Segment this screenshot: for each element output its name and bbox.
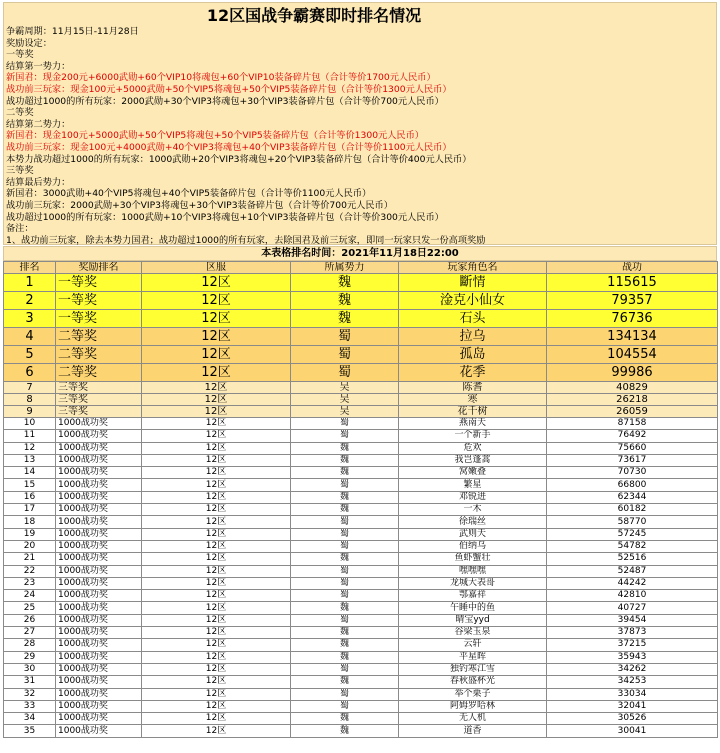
rules-line: 结算第一势力： (6, 60, 71, 72)
cell-rank[interactable]: 18 (4, 516, 56, 528)
table-row[interactable] (4, 346, 718, 364)
cell-award[interactable]: 1000战功奖 (56, 688, 142, 700)
cell-player-name[interactable]: 无人机 (399, 713, 547, 725)
cell-player-name[interactable]: 繁星 (399, 479, 547, 491)
cell-merit[interactable]: 30526 (547, 713, 718, 725)
cell-award[interactable]: 1000战功奖 (56, 491, 142, 503)
cell-rank[interactable]: 16 (4, 491, 56, 503)
table-row[interactable] (4, 725, 718, 737)
cell-merit[interactable]: 73617 (547, 454, 718, 466)
cell-award[interactable]: 一等奖 (56, 310, 142, 328)
cell-award[interactable]: 1000战功奖 (56, 565, 142, 577)
rules-line: 三等奖 (6, 165, 34, 177)
cell-rank[interactable]: 26 (4, 614, 56, 626)
cell-faction[interactable]: 魏 (291, 553, 399, 565)
cell-player-name[interactable]: 武则天 (399, 528, 547, 540)
table-row[interactable] (4, 565, 718, 577)
cell-server[interactable]: 12区 (142, 651, 291, 663)
cell-faction[interactable]: 蜀 (291, 418, 399, 430)
cell-server[interactable]: 12区 (142, 713, 291, 725)
cell-award[interactable]: 1000战功奖 (56, 553, 142, 565)
cell-rank[interactable]: 12 (4, 442, 56, 454)
cell-rank[interactable]: 30 (4, 663, 56, 675)
cell-rank[interactable]: 22 (4, 565, 56, 577)
column-header-player-name[interactable]: 玩家角色名 (399, 262, 547, 274)
rules-line: 本势力战功超过1000的所有玩家：1000武勋+20个VIP3将魂包+20个VIP3装备碎片包（合计等价400元人民币） (6, 153, 472, 165)
cell-player-name[interactable]: 石头 (399, 310, 547, 328)
ranking-table (3, 261, 718, 738)
cell-merit[interactable]: 40829 (547, 382, 718, 394)
cell-award[interactable]: 1000战功奖 (56, 418, 142, 430)
cell-merit[interactable]: 58770 (547, 516, 718, 528)
cell-server[interactable]: 12区 (142, 602, 291, 614)
cell-server[interactable]: 12区 (142, 540, 291, 552)
cell-award[interactable]: 1000战功奖 (56, 713, 142, 725)
cell-player-name[interactable]: 孤岛 (399, 346, 547, 364)
cell-server[interactable]: 12区 (142, 553, 291, 565)
cell-award[interactable]: 三等奖 (56, 394, 142, 406)
column-header-award[interactable]: 奖励排名 (56, 262, 142, 274)
table-row[interactable] (4, 394, 718, 406)
cell-server[interactable]: 12区 (142, 504, 291, 516)
cell-merit[interactable]: 37215 (547, 639, 718, 651)
rules-line: 争霸周期：11月15日-11月28日 (6, 26, 139, 37)
cell-faction[interactable]: 魏 (291, 491, 399, 503)
cell-player-name[interactable]: 燕南天 (399, 418, 547, 430)
cell-award[interactable]: 1000战功奖 (56, 516, 142, 528)
cell-player-name[interactable]: 嘿嘿嘿 (399, 565, 547, 577)
cell-merit[interactable]: 62344 (547, 491, 718, 503)
cell-rank[interactable]: 35 (4, 725, 56, 737)
cell-player-name[interactable]: 道香 (399, 725, 547, 737)
cell-faction[interactable]: 魏 (291, 292, 399, 310)
cell-server[interactable]: 12区 (142, 725, 291, 737)
cell-merit[interactable]: 34262 (547, 663, 718, 675)
cell-merit[interactable]: 33034 (547, 688, 718, 700)
cell-faction[interactable]: 吴 (291, 406, 399, 418)
rules-line: 备注： (6, 223, 34, 235)
rules-panel (3, 2, 717, 245)
cell-faction[interactable]: 魏 (291, 639, 399, 651)
cell-merit[interactable]: 60182 (547, 504, 718, 516)
table-row[interactable] (4, 528, 718, 540)
cell-award[interactable]: 1000战功奖 (56, 651, 142, 663)
cell-rank[interactable]: 29 (4, 651, 56, 663)
cell-rank[interactable]: 5 (4, 346, 56, 364)
cell-award[interactable]: 二等奖 (56, 364, 142, 382)
cell-merit[interactable]: 32041 (547, 700, 718, 712)
cell-merit[interactable]: 42810 (547, 590, 718, 602)
cell-award[interactable]: 1000战功奖 (56, 479, 142, 491)
cell-merit[interactable]: 87158 (547, 418, 718, 430)
table-row[interactable] (4, 479, 718, 491)
cell-rank[interactable]: 20 (4, 540, 56, 552)
cell-faction[interactable]: 蜀 (291, 479, 399, 491)
cell-rank[interactable]: 4 (4, 328, 56, 346)
cell-player-name[interactable]: 晴宝yyd (399, 614, 547, 626)
cell-faction[interactable]: 魏 (291, 310, 399, 328)
cell-faction[interactable]: 蜀 (291, 328, 399, 346)
rules-line: 结算第二势力： (6, 118, 71, 130)
cell-server[interactable]: 12区 (142, 382, 291, 394)
cell-merit[interactable]: 39454 (547, 614, 718, 626)
cell-server[interactable]: 12区 (142, 688, 291, 700)
cell-faction[interactable]: 吴 (291, 394, 399, 406)
table-row[interactable] (4, 688, 718, 700)
rules-line: 1、战功前三玩家，除去本势力国君；战功超过1000的所有玩家，去除国君及前三玩家，即同一玩家只发一份高项奖励 (6, 234, 486, 246)
cell-rank[interactable]: 7 (4, 382, 56, 394)
cell-merit[interactable]: 44242 (547, 577, 718, 589)
cell-server[interactable]: 12区 (142, 590, 291, 602)
cell-merit[interactable]: 70730 (547, 467, 718, 479)
cell-player-name[interactable]: 徐瑞丝 (399, 516, 547, 528)
cell-faction[interactable]: 魏 (291, 467, 399, 479)
cell-server[interactable]: 12区 (142, 663, 291, 675)
cell-faction[interactable]: 蜀 (291, 528, 399, 540)
cell-award[interactable]: 1000战功奖 (56, 467, 142, 479)
cell-award[interactable]: 1000战功奖 (56, 725, 142, 737)
table-row[interactable] (4, 310, 718, 328)
cell-player-name[interactable]: 鱼虾蟹壮 (399, 553, 547, 565)
table-row[interactable] (4, 491, 718, 503)
cell-merit[interactable]: 54782 (547, 540, 718, 552)
cell-rank[interactable]: 3 (4, 310, 56, 328)
cell-server[interactable]: 12区 (142, 565, 291, 577)
cell-server[interactable]: 12区 (142, 676, 291, 688)
cell-merit[interactable]: 76492 (547, 430, 718, 442)
cell-award[interactable]: 一等奖 (56, 274, 142, 292)
rules-line: 战功前三玩家：2000武勋+30个VIP3将魂包+30个VIP3装备碎片包（合计等价700元人民币） (6, 199, 393, 211)
cell-server[interactable]: 12区 (142, 454, 291, 466)
cell-rank[interactable]: 23 (4, 577, 56, 589)
cell-merit[interactable]: 99986 (547, 364, 718, 382)
cell-faction[interactable]: 魏 (291, 725, 399, 737)
table-row[interactable] (4, 651, 718, 663)
cell-player-name[interactable]: 午睡中的鱼 (399, 602, 547, 614)
table-row[interactable] (4, 553, 718, 565)
cell-rank[interactable]: 24 (4, 590, 56, 602)
cell-faction[interactable]: 魏 (291, 627, 399, 639)
cell-player-name[interactable]: 淦克小仙女 (399, 292, 547, 310)
cell-merit[interactable]: 34253 (547, 676, 718, 688)
table-row[interactable] (4, 292, 718, 310)
table-row[interactable] (4, 700, 718, 712)
cell-server[interactable]: 12区 (142, 700, 291, 712)
cell-faction[interactable]: 蜀 (291, 577, 399, 589)
cell-player-name[interactable]: 鄂嘉祥 (399, 590, 547, 602)
rules-line: 奖励设定： (6, 37, 52, 49)
cell-award[interactable]: 1000战功奖 (56, 627, 142, 639)
cell-award[interactable]: 1000战功奖 (56, 504, 142, 516)
cell-award[interactable]: 1000战功奖 (56, 663, 142, 675)
table-row[interactable] (4, 467, 718, 479)
cell-merit[interactable]: 52487 (547, 565, 718, 577)
cell-faction[interactable]: 蜀 (291, 430, 399, 442)
cell-rank[interactable]: 2 (4, 292, 56, 310)
cell-merit[interactable]: 26059 (547, 406, 718, 418)
cell-player-name[interactable]: 伯纳乌 (399, 540, 547, 552)
table-row[interactable] (4, 454, 718, 466)
table-row[interactable] (4, 382, 718, 394)
cell-rank[interactable]: 6 (4, 364, 56, 382)
cell-player-name[interactable]: 春秋盛杯光 (399, 676, 547, 688)
cell-player-name[interactable]: 谷梁玉泉 (399, 627, 547, 639)
cell-server[interactable]: 12区 (142, 292, 291, 310)
cell-rank[interactable]: 9 (4, 406, 56, 418)
cell-rank[interactable]: 17 (4, 504, 56, 516)
cell-rank[interactable]: 25 (4, 602, 56, 614)
table-row[interactable] (4, 364, 718, 382)
cell-player-name[interactable]: 一个新手 (399, 430, 547, 442)
table-row[interactable] (4, 274, 718, 292)
cell-merit[interactable]: 35943 (547, 651, 718, 663)
cell-award[interactable]: 1000战功奖 (56, 577, 142, 589)
cell-award[interactable]: 一等奖 (56, 292, 142, 310)
cell-award[interactable]: 1000战功奖 (56, 590, 142, 602)
cell-server[interactable]: 12区 (142, 467, 291, 479)
cell-server[interactable]: 12区 (142, 346, 291, 364)
cell-server[interactable]: 12区 (142, 328, 291, 346)
cell-faction[interactable]: 蜀 (291, 565, 399, 577)
column-header-merit[interactable]: 战功 (547, 262, 718, 274)
cell-rank[interactable]: 10 (4, 418, 56, 430)
rules-line: 战功前三玩家：现金100元+4000武勋+40个VIP3将魂包+40个VIP3装备碎片包（合计等价1100元人民币） (6, 141, 452, 153)
cell-player-name[interactable]: 我岂蓬蒿 (399, 454, 547, 466)
cell-faction[interactable]: 蜀 (291, 700, 399, 712)
cell-merit[interactable]: 115615 (547, 274, 718, 292)
cell-award[interactable]: 三等奖 (56, 406, 142, 418)
cell-faction[interactable]: 吴 (291, 382, 399, 394)
cell-server[interactable]: 12区 (142, 516, 291, 528)
table-row[interactable] (4, 442, 718, 454)
cell-player-name[interactable]: 平星晖 (399, 651, 547, 663)
cell-player-name[interactable]: 邓锐进 (399, 491, 547, 503)
cell-player-name[interactable]: 龙城大表哥 (399, 577, 547, 589)
cell-rank[interactable]: 13 (4, 454, 56, 466)
cell-merit[interactable]: 37873 (547, 627, 718, 639)
cell-rank[interactable]: 14 (4, 467, 56, 479)
cell-faction[interactable]: 蜀 (291, 346, 399, 364)
table-row[interactable] (4, 713, 718, 725)
cell-merit[interactable]: 75660 (547, 442, 718, 454)
cell-player-name[interactable]: 寒 (399, 394, 547, 406)
cell-merit[interactable]: 26218 (547, 394, 718, 406)
cell-rank[interactable]: 34 (4, 713, 56, 725)
rules-line: 新国君：3000武勋+40个VIP5将魂包+40个VIP5装备碎片包（合计等价1100元人民币） (6, 188, 372, 200)
cell-merit[interactable]: 52516 (547, 553, 718, 565)
cell-server[interactable]: 12区 (142, 577, 291, 589)
cell-rank[interactable]: 28 (4, 639, 56, 651)
rules-line: 新国君：现金100元+5000武勋+50个VIP5将魂包+50个VIP5装备碎片包（合计等价1300元人民币） (6, 130, 424, 142)
table-row[interactable] (4, 627, 718, 639)
cell-rank[interactable]: 27 (4, 627, 56, 639)
cell-merit[interactable]: 40727 (547, 602, 718, 614)
cell-server[interactable]: 12区 (142, 394, 291, 406)
cell-faction[interactable]: 蜀 (291, 540, 399, 552)
cell-player-name[interactable]: 陈耆 (399, 382, 547, 394)
cell-award[interactable]: 1000战功奖 (56, 700, 142, 712)
rules-line: 结算最后势力： (6, 176, 71, 188)
cell-faction[interactable]: 蜀 (291, 663, 399, 675)
table-row[interactable] (4, 516, 718, 528)
column-header-rank[interactable]: 排名 (4, 262, 56, 274)
cell-faction[interactable]: 蜀 (291, 364, 399, 382)
cell-award[interactable]: 1000战功奖 (56, 454, 142, 466)
column-header-faction[interactable]: 所属势力 (291, 262, 399, 274)
cell-player-name[interactable]: 花千树 (399, 406, 547, 418)
cell-server[interactable]: 12区 (142, 406, 291, 418)
ranking-time-banner: 本表格排名时间：2021年11月18日22:00 (3, 246, 717, 261)
cell-faction[interactable]: 蜀 (291, 590, 399, 602)
cell-award[interactable]: 1000战功奖 (56, 676, 142, 688)
cell-rank[interactable]: 31 (4, 676, 56, 688)
cell-player-name[interactable]: 独钓寒江雪 (399, 663, 547, 675)
cell-award[interactable]: 1000战功奖 (56, 528, 142, 540)
cell-award[interactable]: 三等奖 (56, 382, 142, 394)
cell-award[interactable]: 1000战功奖 (56, 614, 142, 626)
cell-rank[interactable]: 32 (4, 688, 56, 700)
cell-award[interactable]: 二等奖 (56, 346, 142, 364)
cell-faction[interactable]: 魏 (291, 454, 399, 466)
cell-player-name[interactable]: 拉乌 (399, 328, 547, 346)
rules-line: 一等奖 (6, 49, 34, 61)
cell-merit[interactable]: 104554 (547, 346, 718, 364)
cell-server[interactable]: 12区 (142, 491, 291, 503)
cell-rank[interactable]: 11 (4, 430, 56, 442)
page-title: 12区国战争霸赛即时排名情况 (206, 6, 422, 25)
cell-faction[interactable]: 魏 (291, 651, 399, 663)
cell-faction[interactable]: 蜀 (291, 688, 399, 700)
table-row[interactable] (4, 590, 718, 602)
cell-award[interactable]: 二等奖 (56, 328, 142, 346)
rules-line: 二等奖 (6, 107, 34, 119)
cell-award[interactable]: 1000战功奖 (56, 430, 142, 442)
cell-faction[interactable]: 魏 (291, 442, 399, 454)
cell-server[interactable]: 12区 (142, 614, 291, 626)
cell-merit[interactable]: 79357 (547, 292, 718, 310)
cell-rank[interactable]: 1 (4, 274, 56, 292)
cell-merit[interactable]: 134134 (547, 328, 718, 346)
cell-server[interactable]: 12区 (142, 639, 291, 651)
cell-player-name[interactable]: 花季 (399, 364, 547, 382)
cell-merit[interactable]: 76736 (547, 310, 718, 328)
cell-faction[interactable]: 魏 (291, 274, 399, 292)
cell-rank[interactable]: 15 (4, 479, 56, 491)
cell-award[interactable]: 1000战功奖 (56, 602, 142, 614)
rules-line: 战功超过1000的所有玩家：2000武勋+30个VIP3将魂包+30个VIP3装备碎片包（合计等价700元人民币） (6, 95, 444, 107)
cell-faction[interactable]: 蜀 (291, 516, 399, 528)
cell-server[interactable]: 12区 (142, 418, 291, 430)
rules-line: 战功前三玩家：现金100元+5000武勋+50个VIP5将魂包+50个VIP5装备碎片包（合计等价1300元人民币） (6, 83, 452, 95)
table-row[interactable] (4, 418, 718, 430)
cell-player-name[interactable]: 一木 (399, 504, 547, 516)
table-row[interactable] (4, 577, 718, 589)
cell-player-name[interactable]: 危欢 (399, 442, 547, 454)
cell-player-name[interactable]: 斷情 (399, 274, 547, 292)
table-row[interactable] (4, 676, 718, 688)
cell-faction[interactable]: 魏 (291, 504, 399, 516)
table-row[interactable] (4, 328, 718, 346)
cell-faction[interactable]: 魏 (291, 713, 399, 725)
cell-faction[interactable]: 魏 (291, 602, 399, 614)
cell-player-name[interactable]: 阿姆罗哈林 (399, 700, 547, 712)
cell-award[interactable]: 1000战功奖 (56, 442, 142, 454)
cell-merit[interactable]: 57245 (547, 528, 718, 540)
rules-line: 战功超过1000的所有玩家：1000武勋+10个VIP3将魂包+10个VIP3装备碎片包（合计等价300元人民币） (6, 211, 444, 223)
cell-award[interactable]: 1000战功奖 (56, 540, 142, 552)
cell-server[interactable]: 12区 (142, 274, 291, 292)
cell-server[interactable]: 12区 (142, 627, 291, 639)
cell-faction[interactable]: 魏 (291, 676, 399, 688)
cell-server[interactable]: 12区 (142, 442, 291, 454)
cell-player-name[interactable]: 云轩 (399, 639, 547, 651)
table-row[interactable] (4, 602, 718, 614)
rules-text (6, 26, 485, 246)
cell-merit[interactable]: 66800 (547, 479, 718, 491)
table-row[interactable] (4, 406, 718, 418)
cell-faction[interactable]: 蜀 (291, 614, 399, 626)
cell-award[interactable]: 1000战功奖 (56, 639, 142, 651)
cell-server[interactable]: 12区 (142, 364, 291, 382)
table-row[interactable] (4, 663, 718, 675)
cell-rank[interactable]: 8 (4, 394, 56, 406)
table-row[interactable] (4, 614, 718, 626)
cell-rank[interactable]: 21 (4, 553, 56, 565)
cell-server[interactable]: 12区 (142, 310, 291, 328)
cell-server[interactable]: 12区 (142, 528, 291, 540)
table-header-row (4, 262, 718, 274)
cell-server[interactable]: 12区 (142, 479, 291, 491)
cell-player-name[interactable]: 窝嫩叠 (399, 467, 547, 479)
column-header-server[interactable]: 区服 (142, 262, 291, 274)
cell-rank[interactable]: 19 (4, 528, 56, 540)
table-row[interactable] (4, 540, 718, 552)
rules-line: 新国君：现金200元+6000武勋+60个VIP10将魂包+60个VIP10装备碎片包（合计等价1700元人民币） (6, 72, 436, 84)
cell-merit[interactable]: 30041 (547, 725, 718, 737)
table-row[interactable] (4, 639, 718, 651)
cell-server[interactable]: 12区 (142, 430, 291, 442)
cell-player-name[interactable]: 举个栗子 (399, 688, 547, 700)
table-row[interactable] (4, 504, 718, 516)
table-row[interactable] (4, 430, 718, 442)
cell-rank[interactable]: 33 (4, 700, 56, 712)
